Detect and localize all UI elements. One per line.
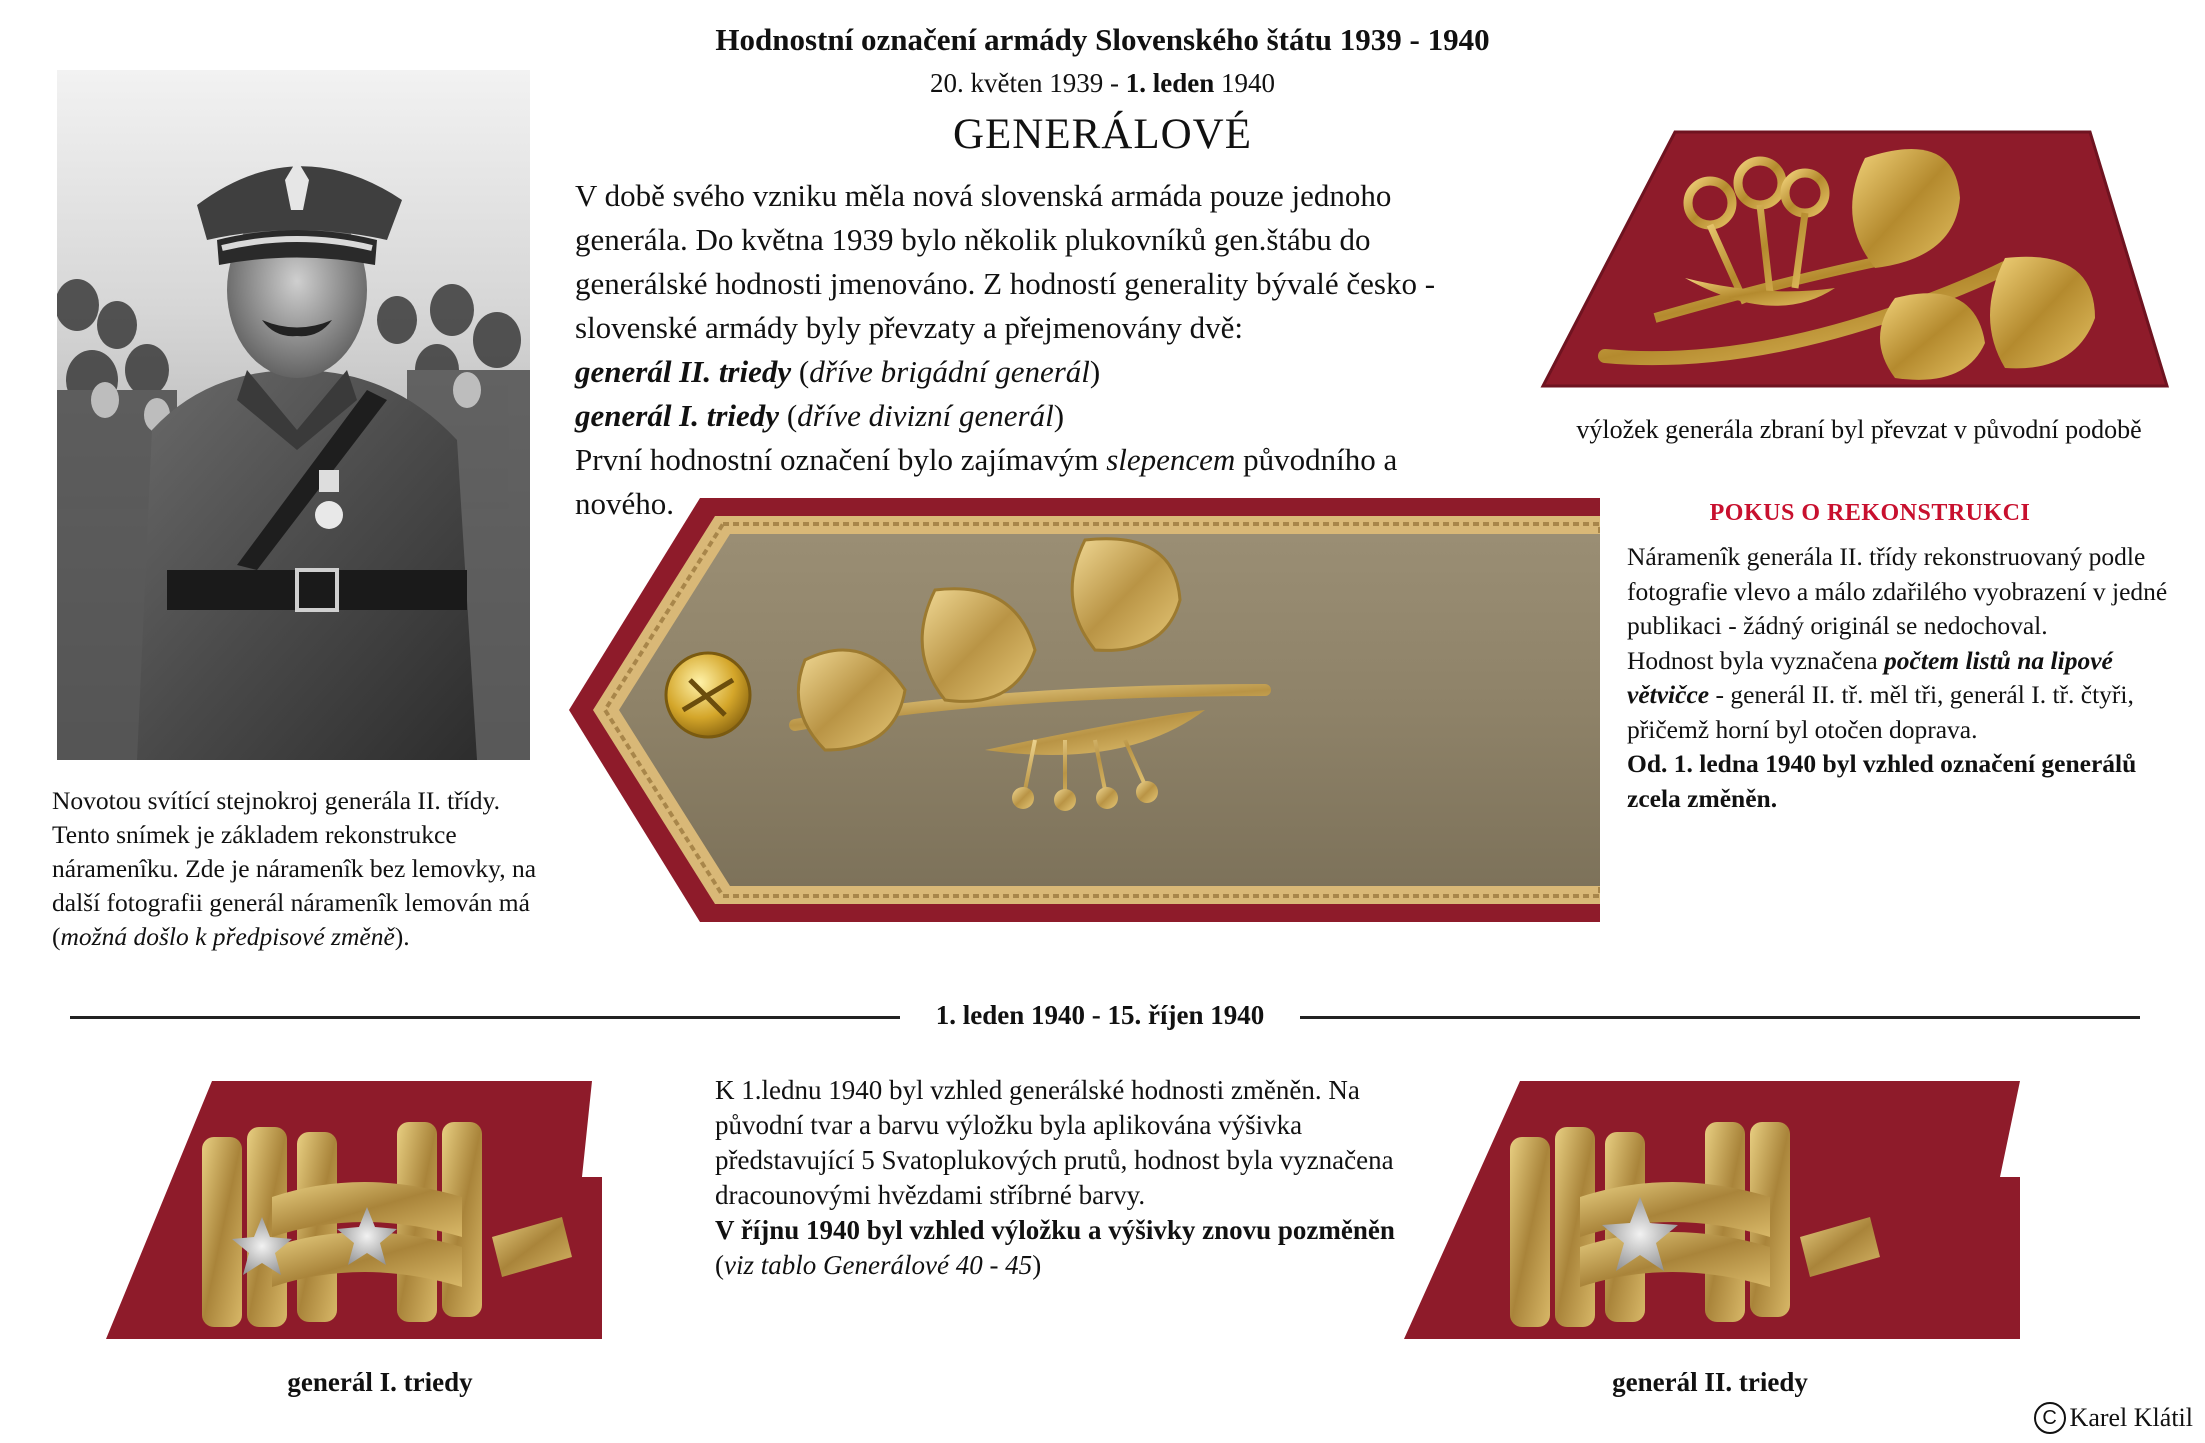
recon-p2-bold: počtem listů na lipové větvičce [1627, 645, 2113, 709]
shoulder-strap-image [565, 490, 1600, 930]
divider-label: 1. leden 1940 - 15. říjen 1940 [935, 1000, 1265, 1030]
caption-general-1: generál I. triedy [287, 1367, 473, 1397]
collar-patch-linden-image [1535, 128, 2170, 408]
changes-p1: K 1.lednu 1940 byl vzhled generálské hodnosti změněn. Na původní tvar a barvu výložku byla aplikována výšivka představující 5 Svatoplukových prutů, hodnost byla vyznačena dracounovými hvězdami stříbrné barvy. [715, 1075, 1394, 1210]
copyright-author: Karel Klátil [2069, 1403, 2193, 1432]
rank2-former: dříve brigádní generál [809, 354, 1090, 389]
rank2-name: generál II. triedy [575, 354, 792, 389]
photo-caption-text: Novotou svítící stejnokroj generála II. třídy. Tento snímek je základem rekonstrukce náramenîku. Zde je náramenîk bez lemovky, na další fotografii generál náramenîk lemován má ( [52, 786, 537, 951]
intro-p2-start: První hodnostní označení bylo zajímavým [575, 442, 1107, 477]
recon-p2-start: Hodnost byla vyznačena [1627, 645, 1885, 675]
divider-line-left [70, 1016, 900, 1019]
subtitle-start: 20. květen 1939 - [930, 68, 1126, 98]
rank1-former: dříve divizní generál [797, 398, 1054, 433]
intro-rank-2: generál II. triedy (dříve brigádní generál) [575, 354, 1101, 389]
caption-general-2: generál II. triedy [1612, 1367, 1808, 1397]
rank1-name: generál I. triedy [575, 398, 780, 433]
changes-text: K 1.lednu 1940 byl vzhled generálské hodnosti změněn. Na původní tvar a barvu výložku byla aplikována výšivka představující 5 Svatoplukových prutů, hodnost byla vyznačena dracounovými hvězdami stříbrné barvy. V říjnu 1940 byl vzhled výložku a výšivky znovu pozměněn (viz tablo Generálové 40 - 45) [715, 1075, 1395, 1280]
section-heading: GENERÁLOVÉ [952, 111, 1252, 158]
recon-p2-end: - generál II. tř. měl tři, generál I. tř. čtyři, přičemž horní byl otočen doprava. [1627, 680, 2134, 744]
photo-caption-italic: možná došlo k předpisové změně [60, 922, 395, 951]
divider-line-right [1300, 1016, 2140, 1019]
recon-p1: Náramenîk generála II. třídy rekonstruovaný podle fotografie vlevo a málo zdařilého vyobrazení v jedné publikaci - žádný originál se nedochoval. [1627, 542, 2168, 640]
photo-caption-end: ). [394, 922, 410, 951]
intro-rank-1: generál I. triedy (dříve divizní generál) [575, 398, 1065, 433]
intro-text [575, 174, 1485, 526]
reconstruction-text [1627, 540, 2195, 816]
collar-patch-general-2-image [1400, 1077, 2020, 1347]
intro-paragraph-1: V době svého vzniku měla nová slovenská armáda pouze jednoho generála. Do května 1939 bylo několik plukovníků gen.štábu do generálské hodnosti jmenováno. Z hodností generality bývalé česko - slovenské armády byly převzaty a přejmenovány dvě: [575, 178, 1436, 345]
intro-p2-italic: slepencem [1106, 442, 1236, 477]
recon-p3: Od. 1. ledna 1940 byl vzhled označení generálů zcela změněn. [1627, 749, 2137, 813]
changes-p2-italic: viz tablo Generálové 40 - 45 [724, 1250, 1033, 1280]
copyright [2034, 1402, 2193, 1434]
collar-top-caption: výložek generála zbraní byl převzat v původní podobě [1576, 415, 2142, 444]
subtitle-end: 1940 [1214, 68, 1275, 98]
reconstruction-title: POKUS O REKONSTRUKCI [1709, 500, 2031, 526]
collar-patch-general-1-image [102, 1077, 602, 1347]
subtitle-bold: 1. leden [1125, 68, 1215, 98]
copyright-icon: C [2034, 1402, 2066, 1434]
changes-p2-bold: V říjnu 1940 byl vzhled výložku a výšivky znovu pozměněn [715, 1215, 1395, 1245]
intro-p2-end: původního a nového. [575, 442, 1398, 521]
general-photo [57, 70, 530, 760]
photo-caption [52, 784, 542, 954]
page-title: Hodnostní označení armády Slovenského štátu 1939 - 1940 [715, 22, 1490, 57]
